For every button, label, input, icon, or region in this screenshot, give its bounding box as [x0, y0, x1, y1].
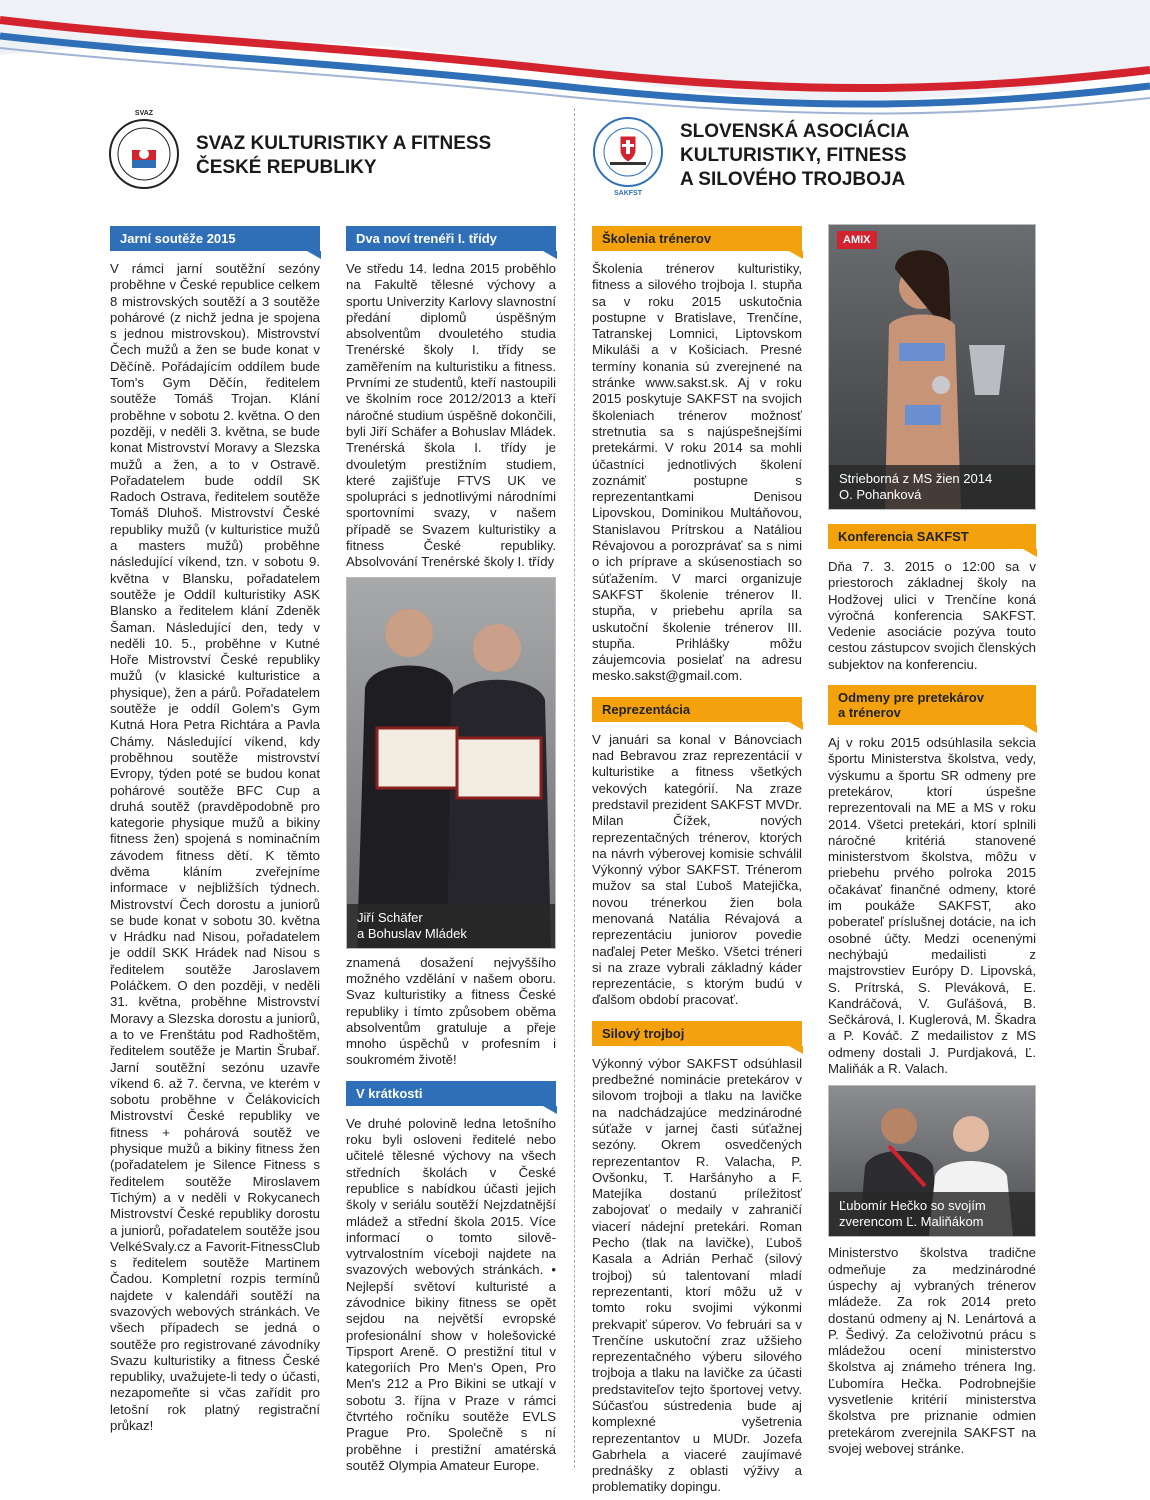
section-heading: Konferencia SAKFST: [828, 524, 1036, 549]
section-heading: Jarní soutěže 2015: [110, 226, 320, 251]
photo-caption: [829, 1192, 1035, 1236]
photo-caption-line: Jiří Schäfer: [357, 909, 423, 925]
brand-badge: AMIX: [837, 231, 877, 249]
athlete-photo: [828, 224, 1036, 510]
photo-caption-line: O. Pohanková: [839, 487, 922, 502]
right-org-title: [680, 120, 1010, 192]
article-text: Aj v roku 2015 odsúhlasila sekcia športu Ministerstva školstva, vedy, výskumu a športu SR odmeny pre pretekárov, ktorí úspešne reprezentovali na ME a MS v roku 2014. Všetci pretekári, ktorí splnili náročné kritériá stanovené ministerstvom školstva, môžu v priebehu prvého polroka 2015 očakávať finančné odmeny, ktoré im poukáže SAKFST, ako poberateľ príslušnej dotácie, na ich osobné účty. Medzi ocenenými nechýbajú medailisti z majstrovstiev Európy D. Lipovská, S. Prítrská, S. Pleváková, E. Kandráčová, V. Guľášová, B. Sečkárová, I. Kuglerová, M. Škadra a P. Kováč. Z medailistov z MS odmeny dostali J. Purdjaková, Ľ. Maliňák a R. Valach.: [828, 735, 1036, 1077]
column-4: [828, 224, 1036, 1457]
right-org-title-line: KULTURISTIKY, FITNESS: [680, 145, 907, 166]
trainers-photo-image: [347, 578, 555, 948]
column-3: [592, 226, 802, 1496]
column-divider: [574, 108, 575, 1468]
photo-caption-line: a Bohuslav Mládek: [357, 925, 467, 941]
svaz-logo-icon: [108, 118, 180, 190]
photo-caption: [347, 904, 555, 948]
section-heading-line: a trénerov: [838, 705, 901, 721]
left-org-title-line: ČESKÉ REPUBLIKY: [196, 157, 377, 178]
section-heading-line: Odmeny pre pretekárov: [838, 690, 984, 706]
photo-caption: [829, 465, 1035, 509]
sakfst-logo-label: SAKFST: [614, 190, 642, 197]
section-heading: Silový trojboj: [592, 1021, 802, 1046]
coach-photo: [828, 1085, 1036, 1237]
article-text: Dňa 7. 3. 2015 o 12:00 sa v priestoroch základnej školy na Hodžovej ulici v Trenčíne koná výročná konferencia SAKFST. Vedenie asociácie pozýva touto cestou zástupcov svojich členských subjektov na konferenciu.: [828, 559, 1036, 672]
article-text: V januári sa konal v Bánovciach nad Bebravou zraz reprezentácií v kulturistike a fitness všetkých vekových kategórií. Na zraze predstavil prezident SAKFST MVDr. Milan Čížek, nových reprezentačných trénerov, ktorých na návrh výberovej komisie schválil Výkonný výbor SAKFST. Trénerom mužov sa stal Ľuboš Matejička, novou trénerkou žien bola menovaná Natália Révajová a reprezentáciu juniorov povedie naďalej Peter Meško. Všetci tréneri si na zraze vybrali základný káder reprezentácie, s ktorým budú v ďalšom období pracovať.: [592, 731, 802, 1008]
article-text: znamená dosažení nejvyššího možného vzdělání v našem oboru. Svaz kulturistiky a fitness České republiky i tímto způsobem oběma absolventům gratuluje a přeje mnoho úspěchů v profesním i soukromém životě!: [346, 954, 556, 1068]
article-text: V rámci jarní soutěžní sezóny proběhne v České republice celkem 8 mistrovských soutěží a 3 soutěže pohárové (z nichž jedna je spojena s jednou mistrovskou). Mistrovství Čech mužů a žen se bude konat v Děčíně. Pořádajícím oddílem bude Tom's Gym Děčín, ředitelem soutěže Tomáš Trojan. Klání proběhne v sobotu 2. května. O den později, v neděli 3. května, se bude konat Mistrovství Moravy a Slezska mužů a žen, a to v Ostravě. Pořadatelem bude oddíl SK Radoch Ostrava, ředitelem soutěže Tomáš Dluhoš. Mistrovství České republiky mužů (v kulturistice mužů a masters mužů) proběhne následující víkend, tzn. v sobotu 9. května v Blansku, pořadatelem soutěže je Oddíl kulturistiky ASK Blansko a ředitelem klání Zdeněk Šaman. Následující den, tedy v neděli 10. 5., proběhne v Kutné Hoře Mistrovství České republiky mužů (v klasické kulturistice a physique), žen a párů. Pořadatelem soutěže je oddíl Golem's Gym Kutná Hora Petra Richtára a Pavla Chámy. Následující víkend, kdy proběhnou soutěže mistrovství Evropy, týden poté se budou konat pohárové soutěže BFC Cup a druhá soutěž (pravděpodobně pro kategorie physique mužů a bikiny fitness žen) spojená s nominačním závodem fitness dětí. K těmto dvěma kláním zveřejníme informace v nejbližších týdnech. Mistrovství Čech dorostu a juniorů se bude konat v sobotu 30. května v Hrádku nad Nisou, pořadatelem je oddíl SKK Hrádek nad Nisou s ředitelem soutěže Jaroslavem Poláčkem. O den později, v neděli 31. května, proběhne Mistrovství Moravy a Slezska dorostu a juniorů, a to ve Frenštátu pod Radhoštěm, ředitelem soutěže je Martin Šrubař. Jarní soutěžní sezónu uzavře víkend 6. až 7. června, ve kterém v sobotu proběhne v Čelákovicích Mistrovství České republiky ve fitness + pohárová soutěž ve physique mužů a bikiny fitness žen (pořadatelem je Silence Fitness s ředitelem soutěže Miroslavem Tichým) a v neděli v Rokycanech Mistrovství České republiky dorostu a juniorů, pořadatelem soutěže jsou VelkéSvaly.cz a Favorit-FitnessClub s ředitelem soutěže Martinem Čadou. Kompletní rozpis termínů najdete v kalendáři soutěží na svazových webových stránkách. Ve všech případech se jedná o soutěže pro registrované závodníky Svazu kulturistiky a fitness České republiky, uvažujete-li tedy o účasti, nezapomeňte si včas zařídit pro letošní rok platný registrační průkaz!: [110, 261, 320, 1434]
left-org-title: [196, 132, 556, 180]
right-org-title-line: A SILOVÉHO TROJBOJA: [680, 169, 906, 190]
article-text: Ve středu 14. ledna 2015 proběhlo na Fakultě tělesné výchovy a sportu Univerzity Karlovy slavnostní předání diplomů úspěšným absolventům dvouletého studia Trenérské školy I. třídy se zaměřením na kulturistiku a fitness. Prvními ze studentů, kteří nastoupili ve školním roce 2012/2013 a kteří náročné studium úspěšně dokončili, byli Jiří Schäfer a Bohuslav Mládek. Trenérská škola I. třídy je dvouletým prestižním studiem, které zajišťuje FTVS UK ve spolupráci s jednotlivými národními sportovními svazy, v našem případě se Svazem kulturistiky a fitness České republiky. Absolvování Trenérské školy I. třídy: [346, 261, 556, 570]
article-text: Školenia trénerov kulturistiky, fitness a silového trojboja I. stupňa sa v roku 2015 uskutočnia postupne v Bratislave, Trenčíne, Tatranskej Lomnici, Liptovskom Mikuláši a v Košiciach. Presné termíny konania sú zverejnené na stránke www.sakst.sk. Aj v roku 2015 poskytuje SAKFST na svojich školeniach trénerov možnosť stretnutia sa s najúspešnejšími pretekármi. V roku 2014 sa mohli účastníci jednotlivých školení zoznámiť postupne s reprezentantkami Denisou Lipovskou, Dominikou Multáňovou, Stanislavou Prítrskou a Natáliou Révajovou a porozprávať sa s nimi o ich príprave a skúsenostiach so súťažením. V marci organizuje SAKFST školenie trénerov II. stupňa, v priebehu apríla sa uskutoční školenie trénerov III. stupňa. Prihlášky môžu záujemcovia posielať na adresu mesko.sakst@gmail.com.: [592, 261, 802, 684]
photo-caption-line: Strieborná z MS žien 2014: [839, 471, 993, 486]
article-text: Ve druhé polovině ledna letošního roku byli osloveni ředitelé nebo učitelé tělesné výchovy na všech středních školách v České republice s nabídkou účasti jejich školy v seriálu soutěží Nejzdatnější mládež a střední škola 2015. Více informací o tomto silově-vytrvalostním víceboji najdete na svazových webových stránkách. • Nejlepší světoví kulturisté a závodnice bikiny fitness se opět sejdou na největší evropské profesionální show v holešovické Tipsport Areně. O prestižní titul v kategoriích Pro Men's Open, Pro Men's 212 a Pro Bikini se utkají v sobotu 3. října v Praze v rámci čtvrtého ročníku soutěže EVLS Prague Pro. Společně s ní proběhne i prestižní amatérská soutěž Olympia Amateur Europe.: [346, 1115, 556, 1473]
article-text: Výkonný výbor SAKFST odsúhlasil predbežné nominácie pretekárov v silovom trojboji a tlaku na lavičke na nadchádzajúce medzinárodné súťaže v jarnej časti súťažnej sezóny. Okrem osvedčených reprezentantov R. Valacha, P. Ovšonku, T. Haršányho a F. Matejíka dostanú príležitosť zabojovať o medaily v zahraničí viacerí nádejní pretekári. Roman Pecho (tlak na lavičke), Ľuboš Kasala a Adrián Perhač (silový trojboj) sú talentovaní mladí reprezentanti, ktorí môžu už v tomto roku svojimi výkonmi prekvapiť súperov. Vo februári sa v Trenčíne uskutoční zraz užšieho reprezentačného výberu silového trojboja a tlaku na lavičke za účasti predstaviteľov tejto športovej vetvy. Súčasťou sústredenia bude aj komplexné vyšetrenia reprezentantov u MUDr. Jozefa Gabrhela a viaceré zaujímavé prednášky z oblasti výživy a problematiky dopingu.: [592, 1055, 802, 1495]
section-heading: Školenia trénerov: [592, 226, 802, 251]
photo-caption-line: zverencom Ľ. Maliňákom: [839, 1214, 984, 1230]
trainers-photo: [346, 577, 556, 949]
section-heading: [828, 685, 1036, 725]
column-2: [346, 226, 556, 1474]
photo-caption-line: Ľubomír Hečko so svojím: [839, 1198, 986, 1214]
right-org-title-line: SLOVENSKÁ ASOCIÁCIA: [680, 121, 910, 142]
article-text: Ministerstvo školstva tradične odmeňuje za medzinárodné úspechy aj vybraných trénerov mládeže. Za rok 2014 preto dostanú odmeny aj N. Lenártová a P. Šedivý. Za celoživotnú prácu s mládežou ocení ministerstvo školstva aj známeho trénera Ing. Ľubomíra Hečka. Podrobnejšie vysvetlenie kritérií ministerstva školstva pre priznanie odmien pretekárom zverejnila SAKFST na svojej webovej stránke.: [828, 1245, 1036, 1456]
column-1: [110, 226, 320, 1434]
section-heading: Reprezentácia: [592, 697, 802, 722]
left-org-title-line: SVAZ KULTURISTIKY A FITNESS: [196, 133, 492, 154]
sakfst-logo-icon: [592, 116, 664, 188]
section-heading: Dva noví trenéři I. třídy: [346, 226, 556, 251]
section-heading: V krátkosti: [346, 1081, 556, 1106]
svaz-logo-label: SVAZ: [134, 110, 154, 117]
